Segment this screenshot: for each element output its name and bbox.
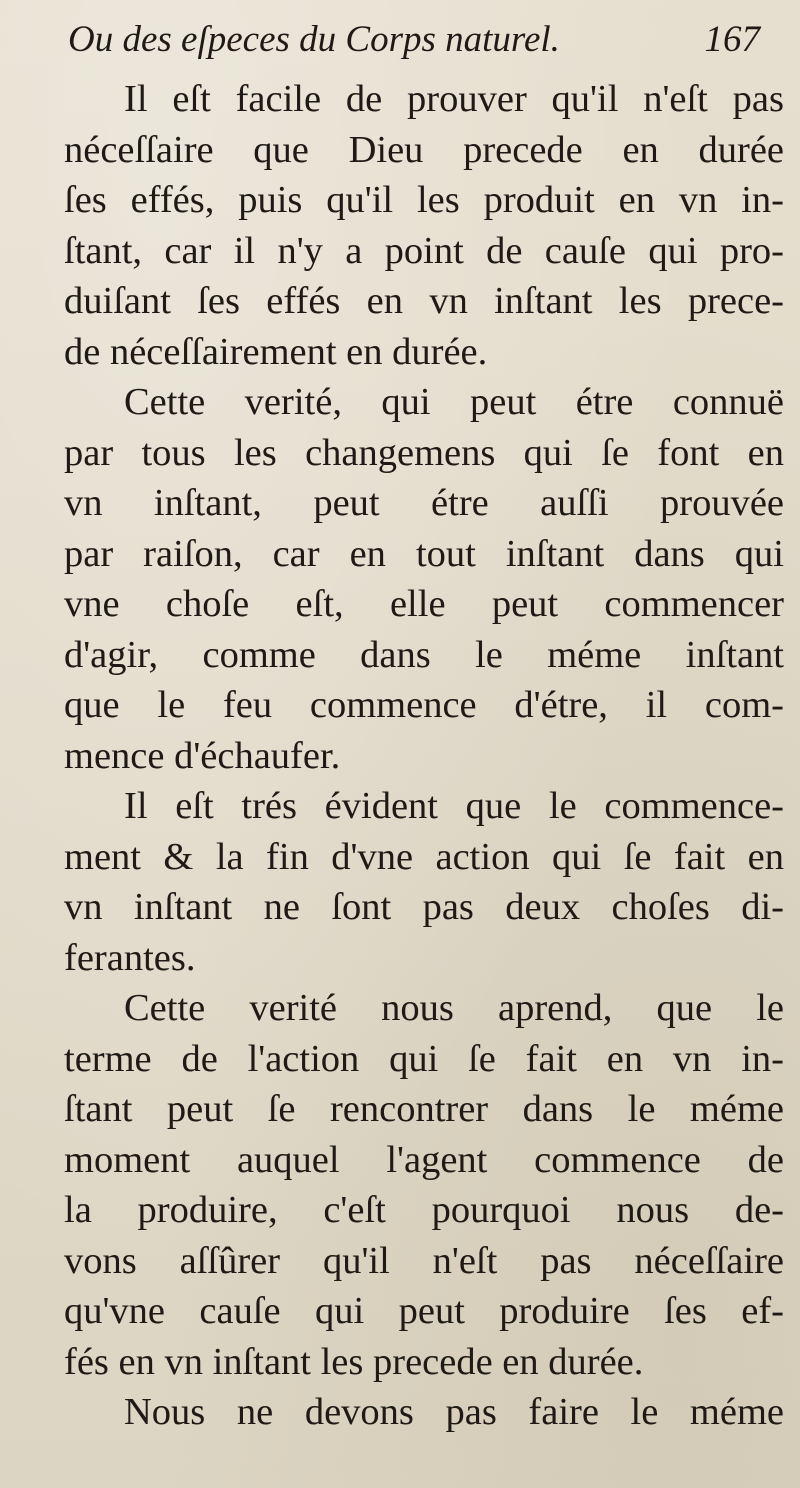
text-line: Cette verité, qui peut étre connuë bbox=[124, 381, 784, 423]
text-line: d'agir, comme dans le méme inſtant bbox=[64, 633, 784, 676]
text-line: ſtant peut ſe rencontrer dans le méme bbox=[64, 1088, 784, 1130]
text-line: fés en vn inſtant les precede en durée. bbox=[64, 1340, 644, 1383]
text-line: la produire, c'eſt pourquoi nous de- bbox=[64, 1189, 784, 1231]
text-line: vn inſtant ne ſont pas deux choſes di- bbox=[64, 886, 784, 928]
body-text bbox=[64, 74, 784, 1438]
text-line: néceſſaire que Dieu precede en durée bbox=[64, 128, 784, 171]
text-line: par tous les changemens qui ſe font en bbox=[64, 431, 784, 474]
text-line: vons aſſûrer qu'il n'eſt pas néceſſaire bbox=[64, 1239, 784, 1282]
text-line: vne choſe eſt, elle peut commencer bbox=[64, 583, 784, 625]
text-line: Nous ne devons pas faire le méme bbox=[124, 1391, 784, 1433]
page-number: 167 bbox=[704, 19, 760, 60]
text-line: ferantes. bbox=[64, 936, 196, 979]
running-title: Ou des eſpeces du Corps naturel. bbox=[68, 19, 560, 60]
text-line: par raiſon, car en tout inſtant dans qui bbox=[64, 532, 784, 575]
text-line: ſes effés, puis qu'il les produit en vn in- bbox=[64, 179, 784, 221]
text-line: Cette verité nous aprend, que le bbox=[124, 987, 784, 1029]
text-line: moment auquel l'agent commence de bbox=[64, 1138, 784, 1181]
running-head bbox=[60, 14, 760, 66]
text-line: duiſant ſes effés en vn inſtant les prece- bbox=[64, 280, 784, 322]
text-line: que le feu commence d'étre, il com- bbox=[64, 684, 784, 726]
text-line: Il eſt trés évident que le commence- bbox=[124, 785, 784, 827]
text-line: ſtant, car il n'y a point de cauſe qui pro- bbox=[64, 229, 784, 272]
text-line: mence d'échaufer. bbox=[64, 734, 341, 777]
text-line: terme de l'action qui ſe fait en vn in- bbox=[64, 1037, 784, 1080]
text-line: qu'vne cauſe qui peut produire ſes ef- bbox=[64, 1290, 784, 1332]
text-line: ment & la fin d'vne action qui ſe fait en bbox=[64, 835, 784, 878]
text-line: de néceſſairement en durée. bbox=[64, 330, 488, 373]
text-line: vn inſtant, peut étre auſſi prouvée bbox=[64, 482, 784, 524]
text-line: Il eſt facile de prouver qu'il n'eſt pas bbox=[124, 78, 784, 120]
